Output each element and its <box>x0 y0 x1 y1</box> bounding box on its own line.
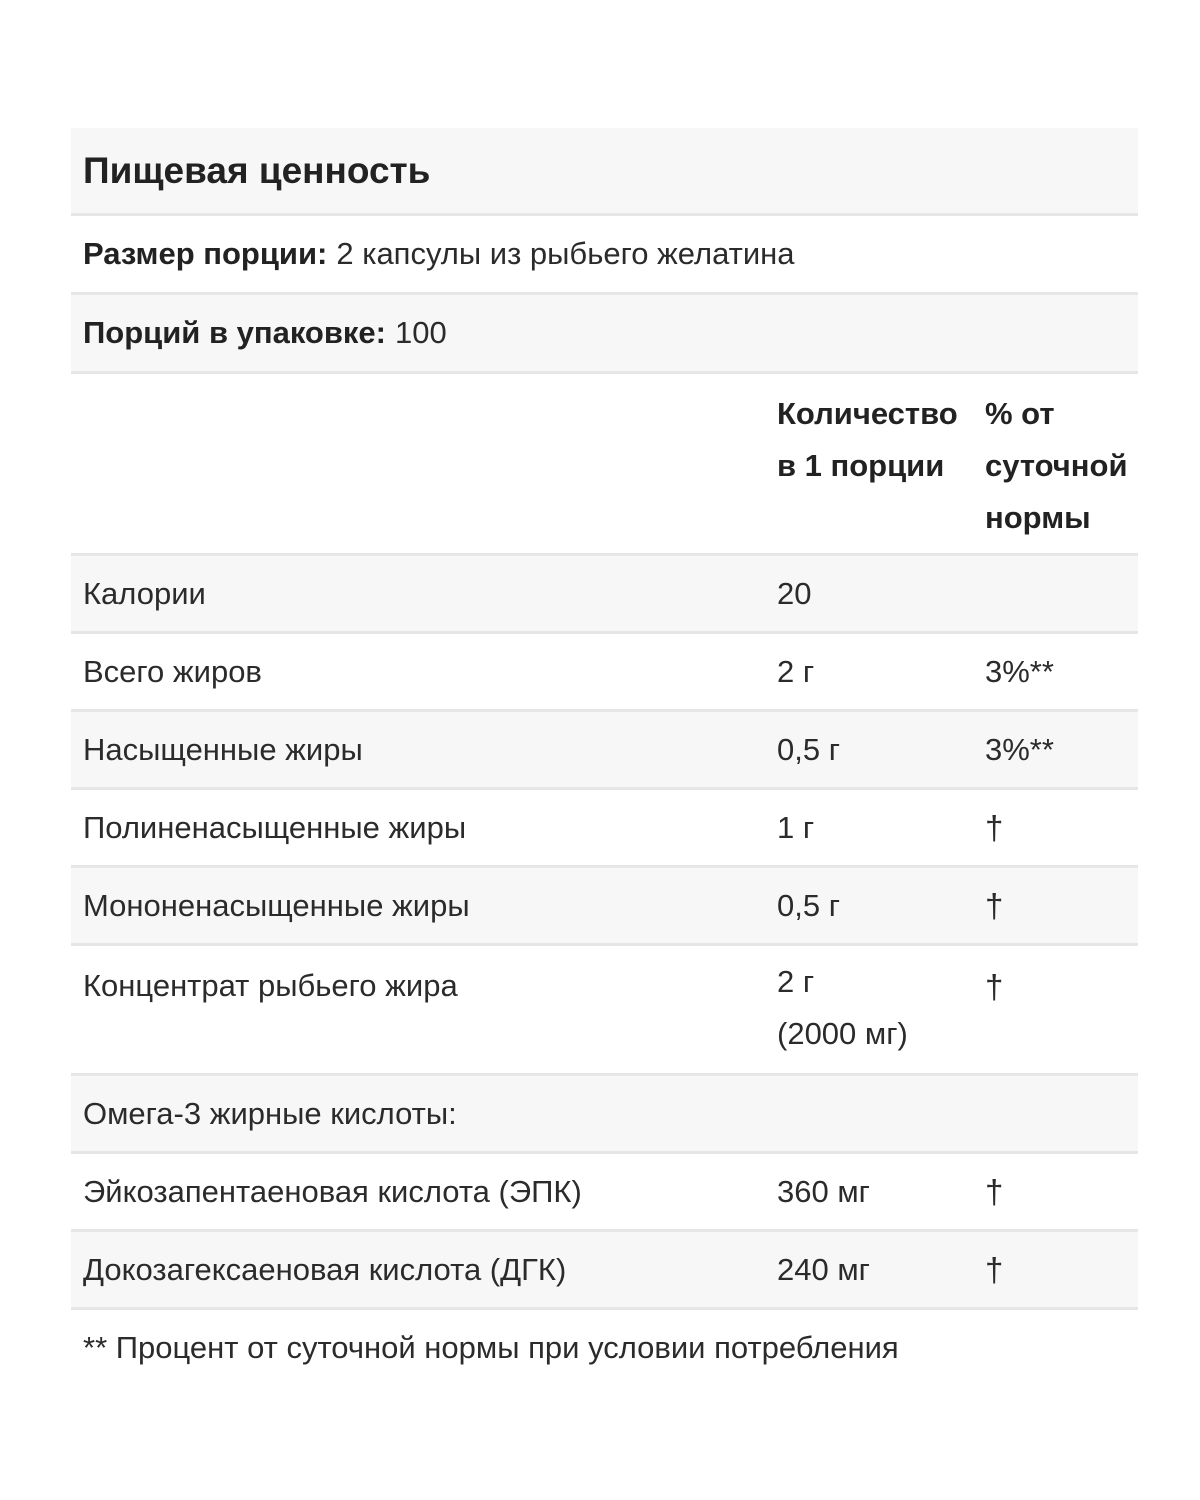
nutrient-amount: 1 г <box>777 809 815 845</box>
nutrient-amount: 2 г (2000 мг) <box>777 964 908 1051</box>
table-row <box>71 1076 1138 1154</box>
nutrient-name: Мононенасыщенные жиры <box>83 887 470 923</box>
nutrient-daily-value: 3%** <box>985 731 1054 767</box>
nutrient-name: Полиненасыщенные жиры <box>83 809 467 845</box>
nutrient-name: Концентрат рыбьего жира <box>83 968 458 1003</box>
nutrient-name: Насыщенные жиры <box>83 731 363 767</box>
table-row <box>71 790 1138 868</box>
table-row <box>71 634 1138 712</box>
nutrition-facts-panel <box>71 128 1138 1310</box>
nutrient-name: Всего жиров <box>83 653 262 689</box>
nutrient-daily-value: † <box>985 1250 1004 1288</box>
serving-size-label: Размер порции: <box>83 236 328 271</box>
nutrient-amount: 20 <box>777 575 812 611</box>
nutrient-amount: 360 мг <box>777 1173 870 1209</box>
header-amount: Количество в 1 порции <box>777 396 958 483</box>
panel-title: Пищевая ценность <box>71 128 1138 216</box>
nutrient-amount: 0,5 г <box>777 731 841 767</box>
nutrient-amount: 240 мг <box>777 1251 870 1287</box>
nutrient-amount: 0,5 г <box>777 887 841 923</box>
nutrient-name: Калории <box>83 575 206 611</box>
nutrient-daily-value: † <box>985 886 1004 924</box>
servings-value: 100 <box>395 315 447 350</box>
table-row <box>71 1154 1138 1232</box>
nutrient-amount: 2 г <box>777 653 815 689</box>
table-row <box>71 946 1138 1076</box>
header-daily-value: % от суточной нормы <box>985 396 1128 535</box>
table-row <box>71 1232 1138 1310</box>
nutrient-name: Эйкозапентаеновая кислота (ЭПК) <box>83 1173 582 1209</box>
table-row <box>71 868 1138 946</box>
nutrient-daily-value: † <box>985 968 1004 1005</box>
nutrient-daily-value: † <box>985 808 1004 846</box>
servings-label: Порций в упаковке: <box>83 315 386 350</box>
nutrient-name: Докозагексаеновая кислота (ДГК) <box>83 1251 567 1287</box>
nutrient-name: Омега-3 жирные кислоты: <box>83 1095 457 1131</box>
servings-per-container-row <box>71 295 1138 374</box>
footnote: ** Процент от суточной нормы при условии потребления <box>83 1330 899 1365</box>
nutrient-daily-value: 3%** <box>985 653 1054 689</box>
serving-size-value: 2 капсулы из рыбьего желатина <box>336 236 795 271</box>
table-row <box>71 712 1138 790</box>
serving-size-row <box>71 216 1138 295</box>
nutrient-daily-value: † <box>985 1172 1004 1210</box>
table-row <box>71 556 1138 634</box>
table-header <box>71 374 1138 556</box>
